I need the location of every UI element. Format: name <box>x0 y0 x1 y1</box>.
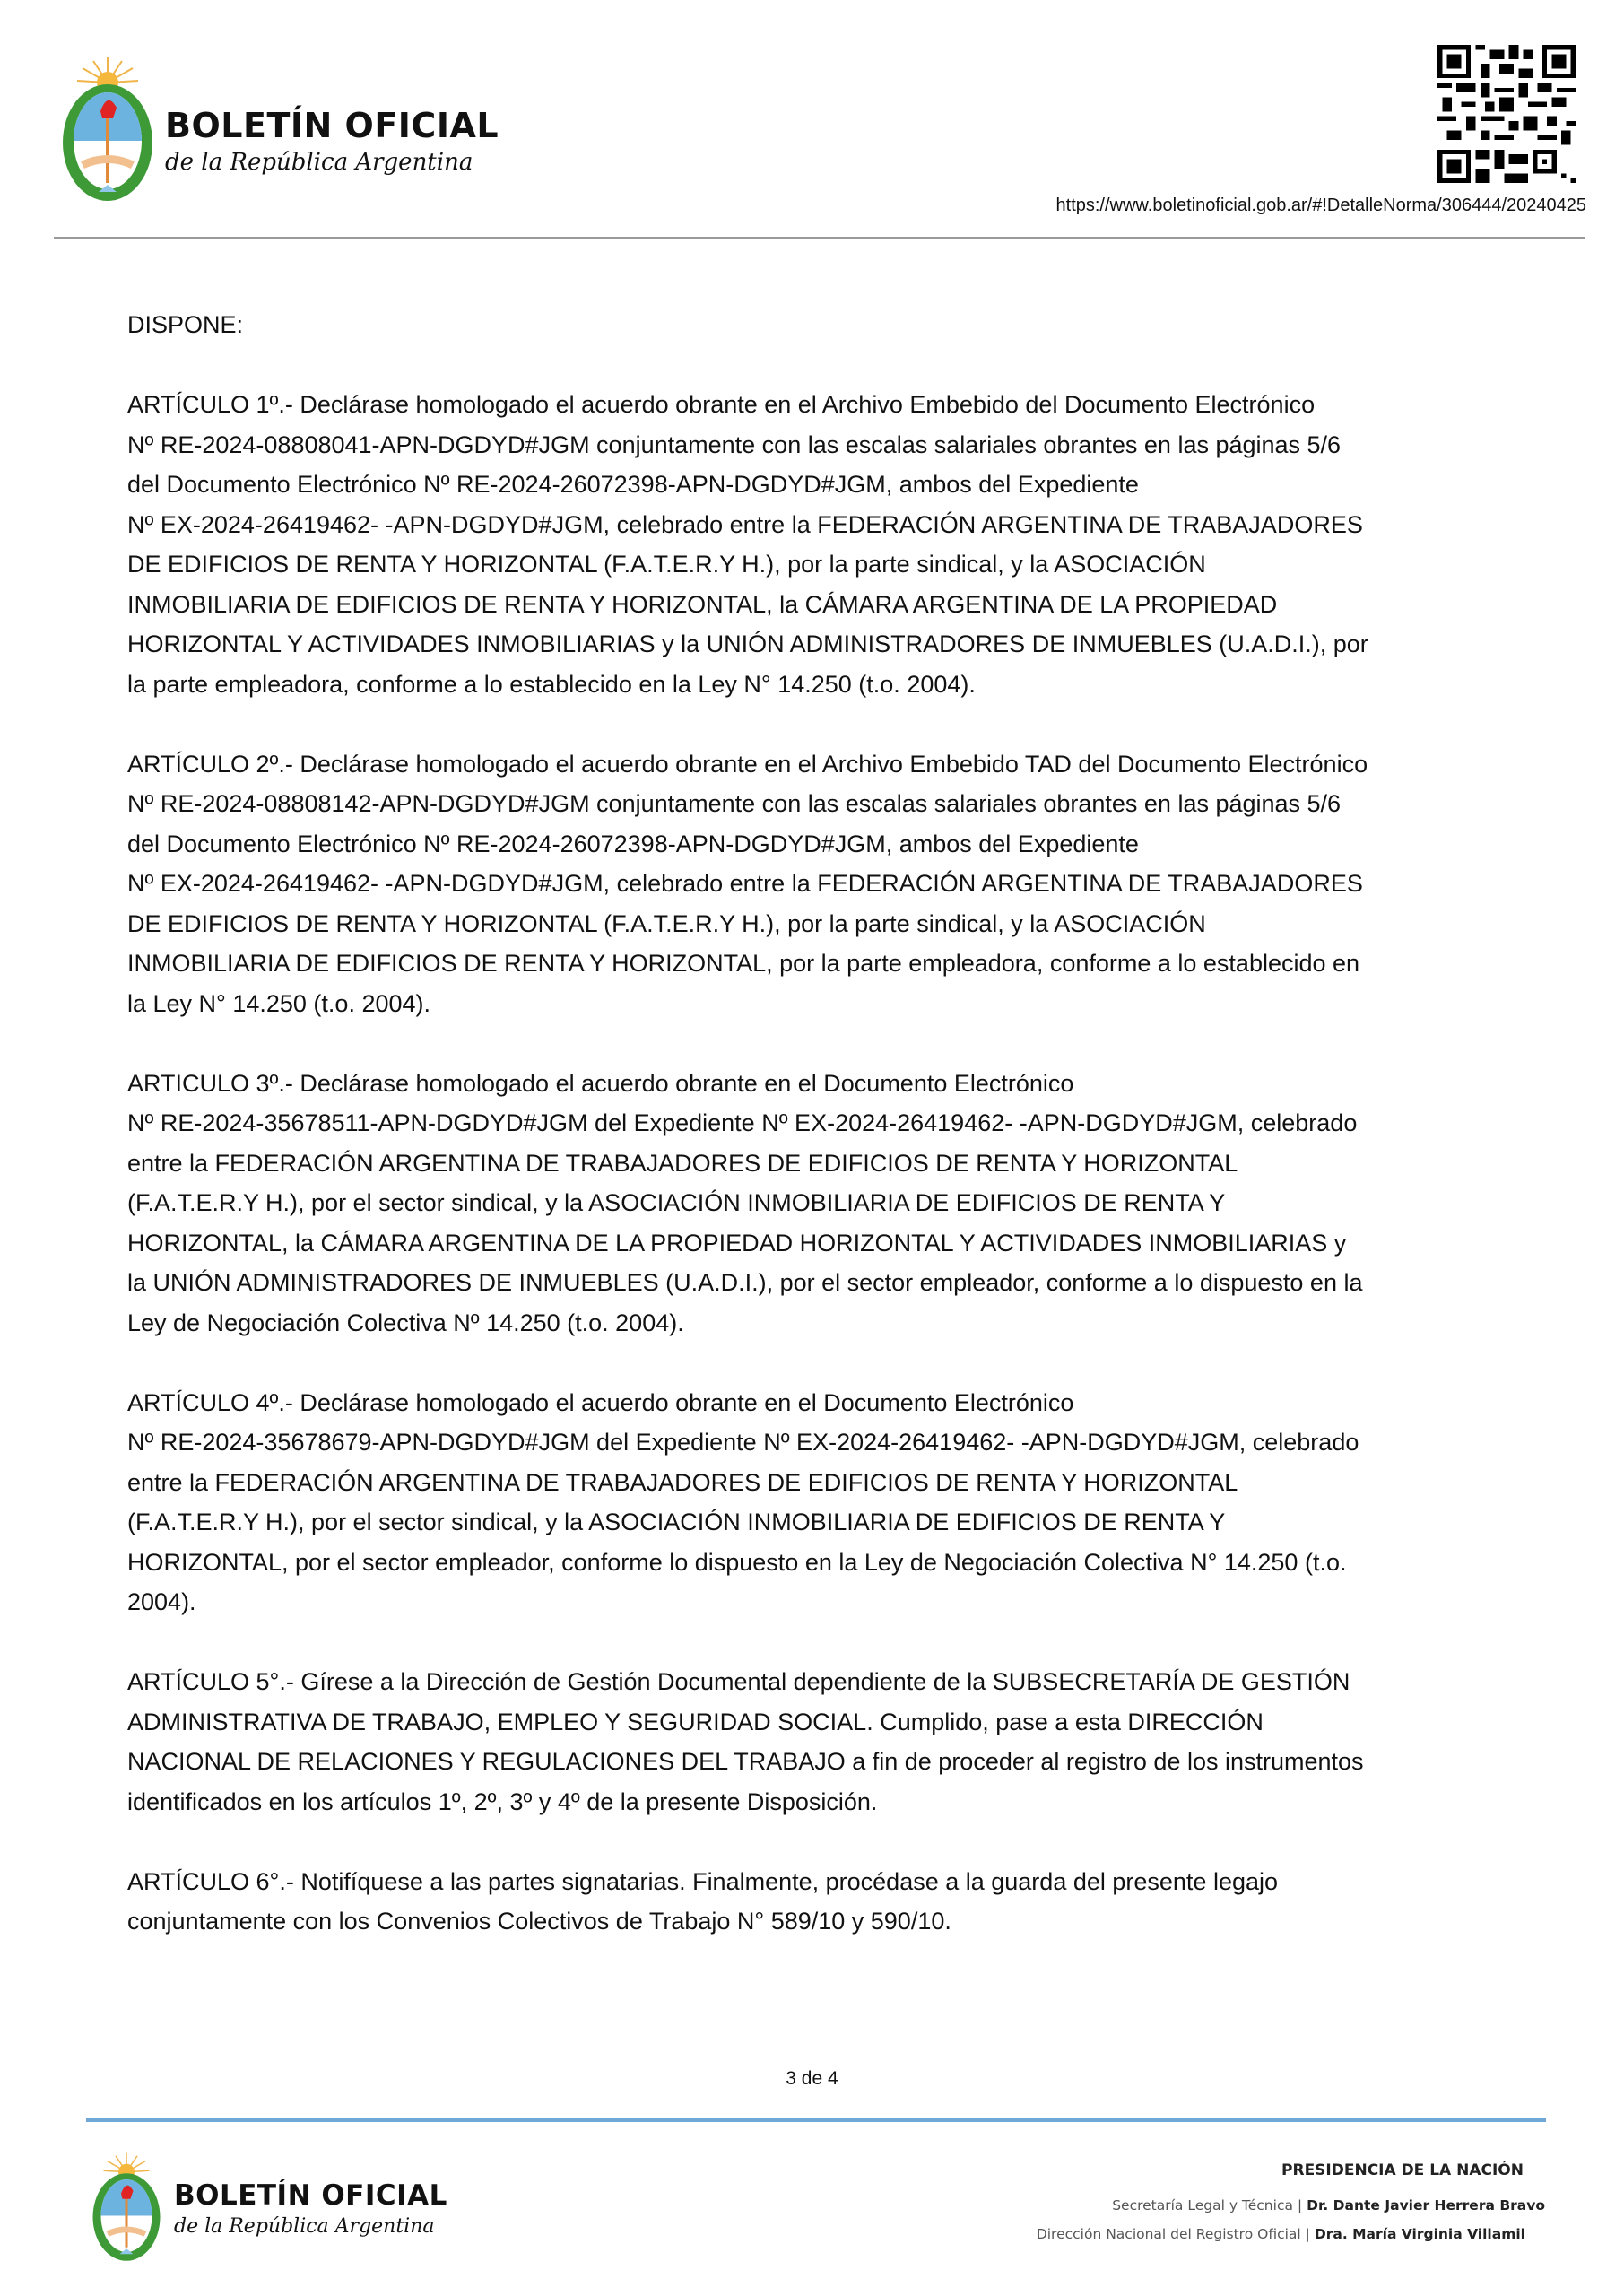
footer-credits <box>1037 2161 1545 2255</box>
page-indicator: 3 de 4 <box>786 2068 838 2089</box>
article-5: ARTÍCULO 5°.- Gírese a la Dirección de Gestión Documental dependiente de la SUBSECRETARÍA DE GESTIÓN ADMINISTRATIVA DE TRABAJO, EMPLEO Y SEGURIDAD SOCIAL. Cumplido, pase a esta DIRECCIÓN NACIONAL DE RELACIONES Y REGULACIONES DEL TRABAJO a fin de proceder al registro de los instrumentos identificados en los artículos 1º, 2º, 3º y 4º de la presente Disposición. <box>127 1668 1364 1815</box>
article-1: ARTÍCULO 1º.- Declárase homologado el acuerdo obrante en el Archivo Embebido del Documento Electrónico Nº RE-2024-08808041-APN-DGDYD#JGM conjuntamente con las escalas salariales obrantes en las páginas 5/6 del Documento Electrónico Nº RE-2024-26072398-APN-DGDYD#JGM, ambos del Expediente Nº EX-2024-26419462- -APN-DGDYD#JGM, celebrado entre la FEDERACIÓN ARGENTINA DE TRABAJADORES DE EDIFICIOS DE RENTA Y HORIZONTAL (F.A.T.E.R.Y H.), por la parte sindical, y la ASOCIACIÓN INMOBILIARIA DE EDIFICIOS DE RENTA Y HORIZONTAL, la CÁMARA ARGENTINA DE LA PROPIEDAD HORIZONTAL Y ACTIVIDADES INMOBILIARIAS y la UNIÓN ADMINISTRADORES DE INMUEBLES (U.A.D.I.), por la parte empleadora, conforme a lo establecido en la Ley N° 14.250 (t.o. 2004). <box>127 391 1368 698</box>
credit-separator: | <box>1305 2226 1310 2242</box>
footer-brand-subtitle: de la República Argentina <box>174 2215 435 2238</box>
credit-label: Dirección Nacional del Registro Oficial <box>1036 2226 1301 2242</box>
credit-line-legal-technical <box>1037 2197 1545 2213</box>
dispone-heading: DISPONE: <box>127 311 244 338</box>
credit-line-registry <box>1037 2226 1545 2242</box>
header-divider <box>54 237 1585 239</box>
qr-code-icon[interactable] <box>1437 45 1576 183</box>
credit-name: Dr. Dante Javier Herrera Bravo <box>1307 2197 1545 2213</box>
credit-label: Secretaría Legal y Técnica <box>1112 2197 1293 2213</box>
brand-subtitle: de la República Argentina <box>165 149 473 176</box>
footer-divider <box>86 2118 1546 2122</box>
footer-logo <box>86 2144 499 2278</box>
credit-separator: | <box>1297 2197 1303 2213</box>
document-body <box>127 305 1526 1981</box>
brand-title: BOLETÍN OFICIAL <box>165 106 499 145</box>
presidency-label: PRESIDENCIA DE LA NACIÓN <box>1281 2161 1524 2179</box>
article-2: ARTÍCULO 2º.- Declárase homologado el acuerdo obrante en el Archivo Embebido TAD del Documento Electrónico Nº RE-2024-08808142-APN-DGDYD#JGM conjuntamente con las escalas salariales obrantes en las páginas 5/6 del Documento Electrónico Nº RE-2024-26072398-APN-DGDYD#JGM, ambos del Expediente Nº EX-2024-26419462- -APN-DGDYD#JGM, celebrado entre la FEDERACIÓN ARGENTINA DE TRABAJADORES DE EDIFICIOS DE RENTA Y HORIZONTAL (F.A.T.E.R.Y H.), por la parte sindical, y la ASOCIACIÓN INMOBILIARIA DE EDIFICIOS DE RENTA Y HORIZONTAL, por la parte empleadora, conforme a lo establecido en la Ley N° 14.250 (t.o. 2004). <box>127 750 1368 1017</box>
argentina-coat-of-arms-icon <box>54 56 161 208</box>
credit-name: Dra. María Virginia Villamil <box>1314 2226 1525 2242</box>
argentina-coat-of-arms-icon <box>86 2151 167 2267</box>
article-6: ARTÍCULO 6°.- Notifíquese a las partes signatarias. Finalmente, procédase a la guarda del presente legajo conjuntamente con los Convenios Colectivos de Trabajo N° 589/10 y 590/10. <box>127 1867 1279 1935</box>
header-logo <box>54 56 520 208</box>
document-url-link[interactable]: https://www.boletinoficial.gob.ar/#!DetalleNorma/306444/20240425 <box>1055 196 1586 215</box>
article-4: ARTÍCULO 4º.- Declárase homologado el acuerdo obrante en el Documento Electrónico Nº RE-2024-35678679-APN-DGDYD#JGM del Expediente Nº EX-2024-26419462- -APN-DGDYD#JGM, celebrado entre la FEDERACIÓN ARGENTINA DE TRABAJADORES DE EDIFICIOS DE RENTA Y HORIZONTAL (F.A.T.E.R.Y H.), por el sector sindical, y la ASOCIACIÓN INMOBILIARIA DE EDIFICIOS DE RENTA Y HORIZONTAL, por el sector empleador, conforme lo dispuesto en la Ley de Negociación Colectiva N° 14.250 (t.o. 2004). <box>127 1388 1359 1615</box>
article-3: ARTICULO 3º.- Declárase homologado el acuerdo obrante en el Documento Electrónico Nº RE-2024-35678511-APN-DGDYD#JGM del Expediente Nº EX-2024-26419462- -APN-DGDYD#JGM, celebrado entre la FEDERACIÓN ARGENTINA DE TRABAJADORES DE EDIFICIOS DE RENTA Y HORIZONTAL (F.A.T.E.R.Y H.), por el sector sindical, y la ASOCIACIÓN INMOBILIARIA DE EDIFICIOS DE RENTA Y HORIZONTAL, la CÁMARA ARGENTINA DE LA PROPIEDAD HORIZONTAL Y ACTIVIDADES INMOBILIARIAS y la UNIÓN ADMINISTRADORES DE INMUEBLES (U.A.D.I.), por el sector empleador, conforme a lo dispuesto en la Ley de Negociación Colectiva Nº 14.250 (t.o. 2004). <box>127 1069 1363 1336</box>
footer-brand-title: BOLETÍN OFICIAL <box>174 2179 447 2212</box>
